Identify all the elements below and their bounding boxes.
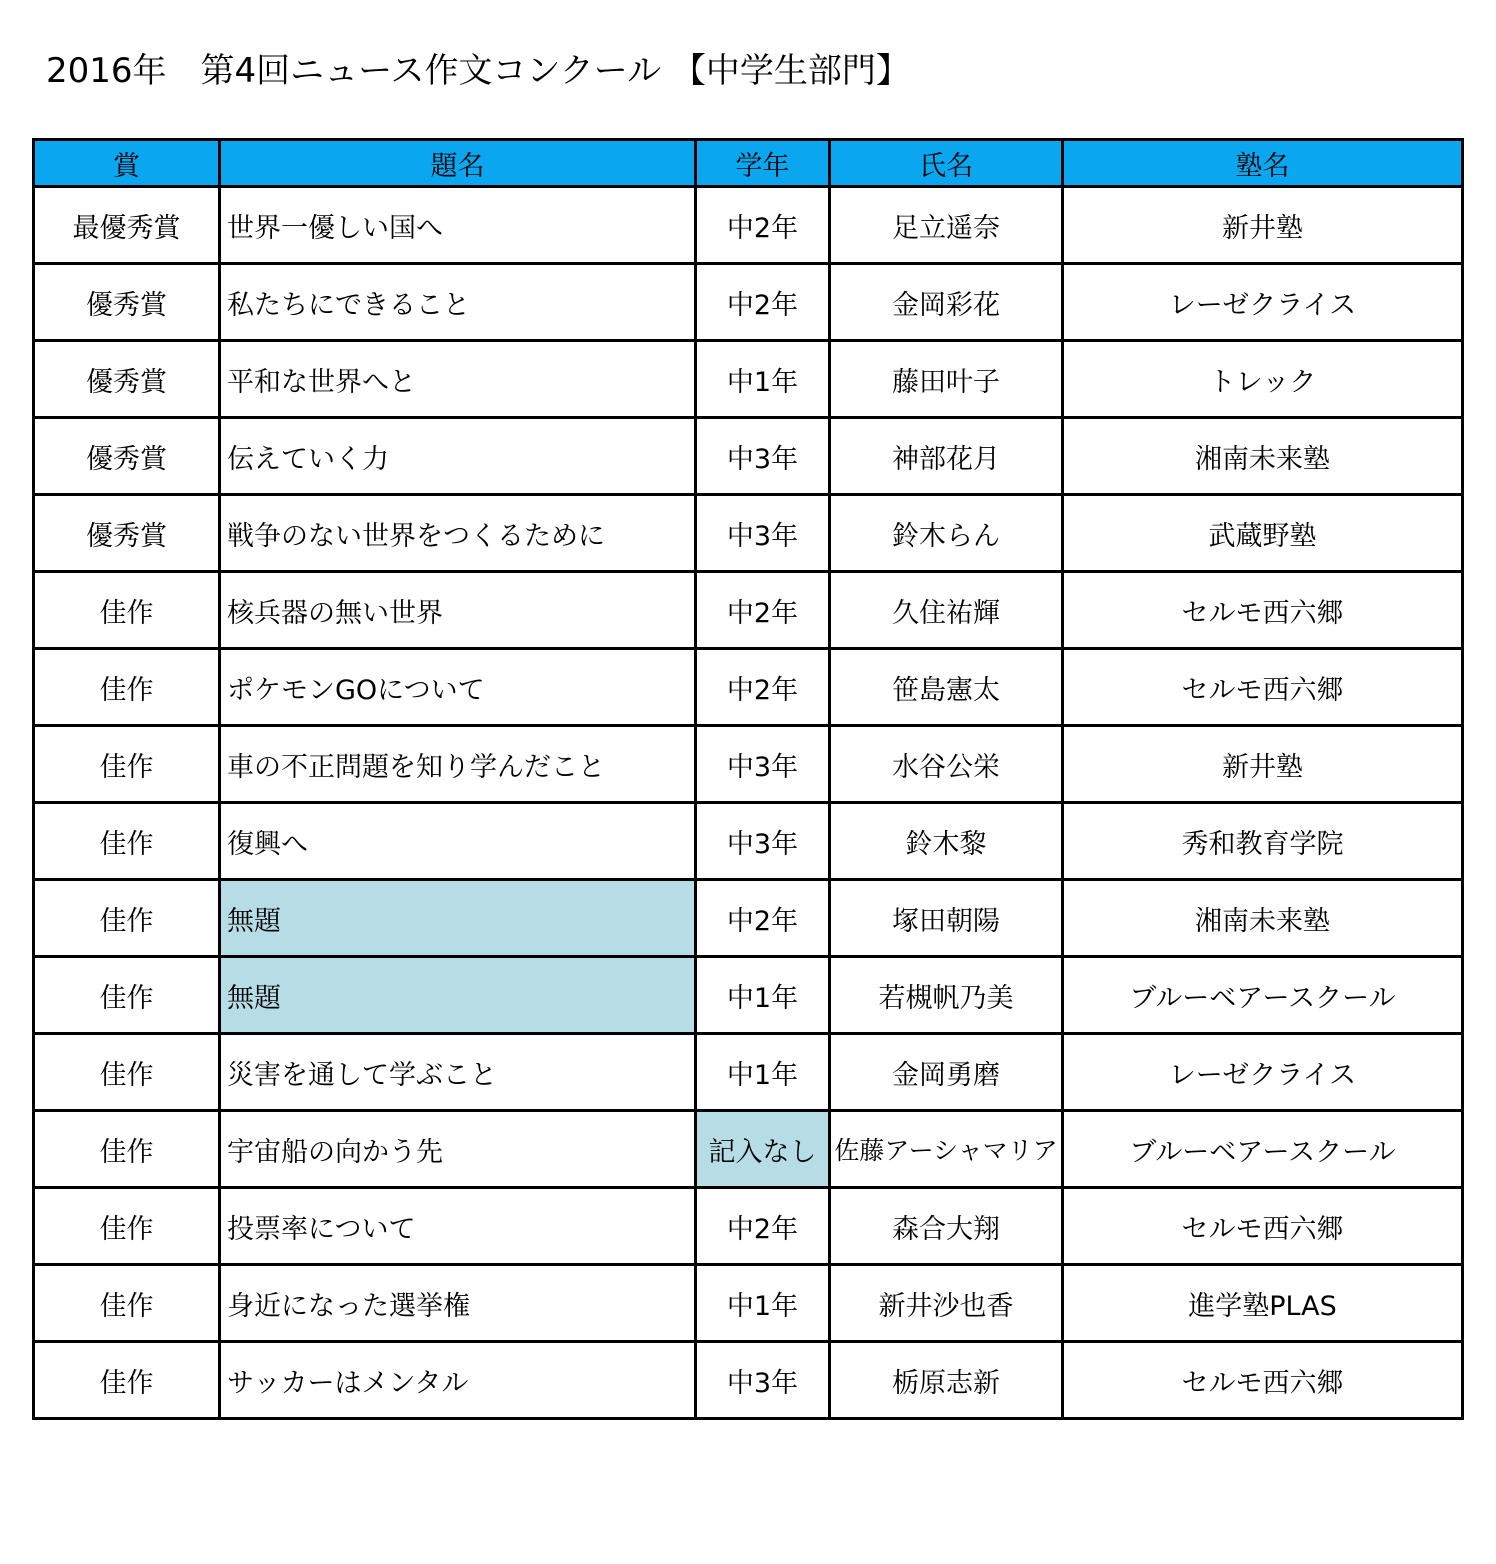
table-row [34,341,1463,418]
award-cell: 佳作 [34,649,220,726]
school-cell: セルモ西六郷 [1063,649,1463,726]
table-header-row [34,140,1463,187]
table-row [34,495,1463,572]
header-grade: 学年 [696,140,830,187]
grade-cell-highlighted: 記入なし [696,1111,830,1188]
table-row [34,1188,1463,1265]
table-row [34,649,1463,726]
award-cell: 最優秀賞 [34,187,220,264]
award-cell: 佳作 [34,1111,220,1188]
school-cell: 進学塾PLAS [1063,1265,1463,1342]
title-cell: 車の不正問題を知り学んだこと [220,726,696,803]
table-row [34,264,1463,341]
award-cell: 優秀賞 [34,341,220,418]
grade-cell: 中3年 [696,1342,830,1419]
grade-cell: 中2年 [696,649,830,726]
school-cell: 秀和教育学院 [1063,803,1463,880]
name-cell: 笹島憲太 [830,649,1063,726]
name-cell: 鈴木らん [830,495,1063,572]
name-cell: 佐藤アーシャマリア [830,1111,1063,1188]
table-row [34,1034,1463,1111]
grade-cell: 中3年 [696,803,830,880]
award-cell: 佳作 [34,1265,220,1342]
name-cell: 水谷公栄 [830,726,1063,803]
name-cell: 新井沙也香 [830,1265,1063,1342]
grade-cell: 中2年 [696,880,830,957]
table-row [34,957,1463,1034]
school-cell: レーゼクライス [1063,1034,1463,1111]
table-row [34,880,1463,957]
school-cell: 湘南未来塾 [1063,880,1463,957]
award-cell: 佳作 [34,572,220,649]
title-cell: 災害を通して学ぶこと [220,1034,696,1111]
name-cell: 森合大翔 [830,1188,1063,1265]
header-title: 題名 [220,140,696,187]
table-row [34,726,1463,803]
award-cell: 優秀賞 [34,418,220,495]
school-cell: セルモ西六郷 [1063,572,1463,649]
school-cell: 新井塾 [1063,187,1463,264]
table-row [34,803,1463,880]
school-cell: ブルーベアースクール [1063,957,1463,1034]
name-cell: 若槻帆乃美 [830,957,1063,1034]
name-cell: 金岡彩花 [830,264,1063,341]
school-cell: セルモ西六郷 [1063,1188,1463,1265]
grade-cell: 中1年 [696,1265,830,1342]
grade-cell: 中3年 [696,726,830,803]
grade-cell: 中2年 [696,1188,830,1265]
title-cell-highlighted: 無題 [220,880,696,957]
grade-cell: 中1年 [696,957,830,1034]
title-cell: 戦争のない世界をつくるために [220,495,696,572]
grade-cell: 中2年 [696,187,830,264]
name-cell: 神部花月 [830,418,1063,495]
award-cell: 佳作 [34,957,220,1034]
award-cell: 佳作 [34,726,220,803]
grade-cell: 中2年 [696,572,830,649]
name-cell: 足立遥奈 [830,187,1063,264]
title-cell: 私たちにできること [220,264,696,341]
title-cell: 投票率について [220,1188,696,1265]
name-cell: 金岡勇磨 [830,1034,1063,1111]
title-cell: 身近になった選挙権 [220,1265,696,1342]
table-row [34,572,1463,649]
grade-cell: 中3年 [696,418,830,495]
title-cell: 平和な世界へと [220,341,696,418]
grade-cell: 中1年 [696,1034,830,1111]
name-cell: 鈴木黎 [830,803,1063,880]
grade-cell: 中1年 [696,341,830,418]
award-cell: 佳作 [34,880,220,957]
table-row [34,1342,1463,1419]
table-row [34,1265,1463,1342]
table-row [34,1111,1463,1188]
name-cell: 久住祐輝 [830,572,1063,649]
title-cell: 復興へ [220,803,696,880]
header-school: 塾名 [1063,140,1463,187]
title-cell: 伝えていく力 [220,418,696,495]
page-title: 2016年 第4回ニュース作文コンクール 【中学生部門】 [46,51,910,91]
award-cell: 佳作 [34,803,220,880]
header-award: 賞 [34,140,220,187]
award-table [32,138,1464,1420]
award-cell: 優秀賞 [34,264,220,341]
award-cell: 佳作 [34,1342,220,1419]
school-cell: ブルーベアースクール [1063,1111,1463,1188]
title-cell: 核兵器の無い世界 [220,572,696,649]
title-cell: ポケモンGOについて [220,649,696,726]
school-cell: レーゼクライス [1063,264,1463,341]
school-cell: セルモ西六郷 [1063,1342,1463,1419]
award-cell: 優秀賞 [34,495,220,572]
title-cell: 世界一優しい国へ [220,187,696,264]
school-cell: 武蔵野塾 [1063,495,1463,572]
grade-cell: 中2年 [696,264,830,341]
title-cell-highlighted: 無題 [220,957,696,1034]
table-row [34,187,1463,264]
title-cell: サッカーはメンタル [220,1342,696,1419]
school-cell: 湘南未来塾 [1063,418,1463,495]
title-cell: 宇宙船の向かう先 [220,1111,696,1188]
grade-cell: 中3年 [696,495,830,572]
table-row [34,418,1463,495]
name-cell: 塚田朝陽 [830,880,1063,957]
award-cell: 佳作 [34,1188,220,1265]
school-cell: 新井塾 [1063,726,1463,803]
award-cell: 佳作 [34,1034,220,1111]
header-name: 氏名 [830,140,1063,187]
name-cell: 藤田叶子 [830,341,1063,418]
name-cell: 栃原志新 [830,1342,1063,1419]
school-cell: トレック [1063,341,1463,418]
